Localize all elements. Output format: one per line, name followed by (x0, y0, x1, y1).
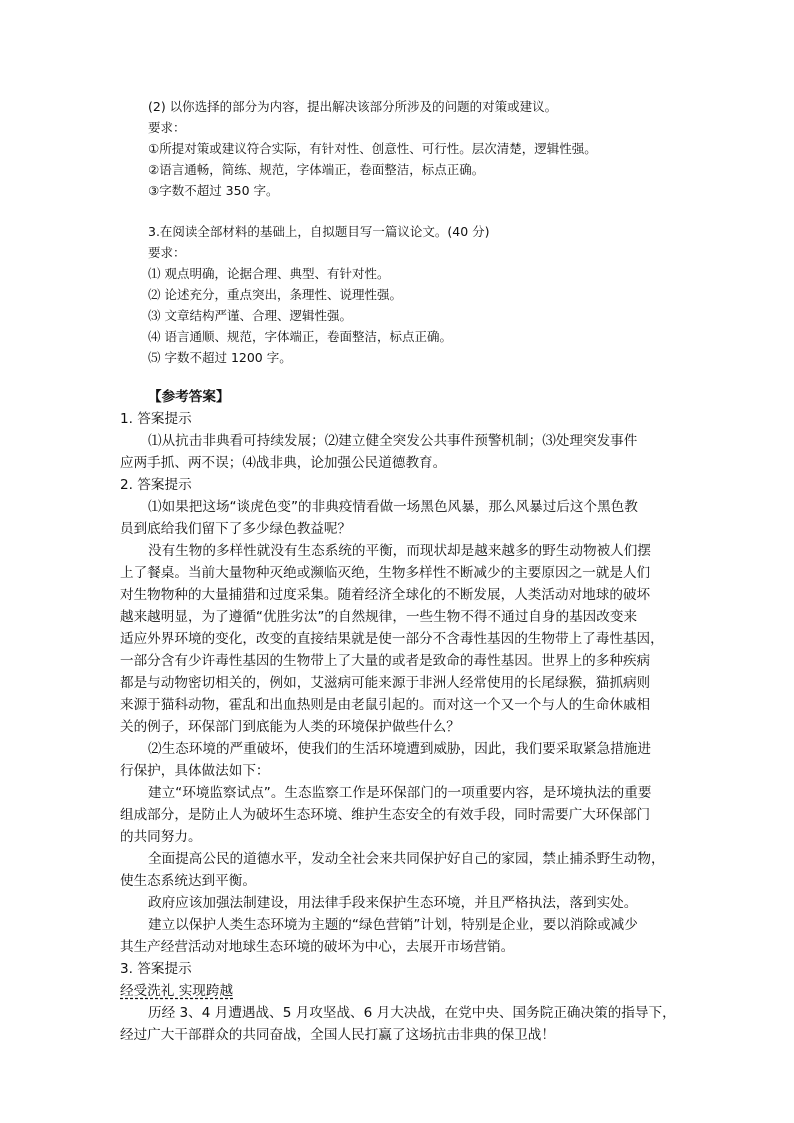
answer-3-line: 历经 3、4 月遭遇战、5 月攻坚战、6 月大决战，在党中央、国务院正确决策的指导下， (148, 1005, 676, 1021)
answer-3-subtitle: 经受洗礼 实现跨越 (120, 983, 234, 999)
answer-2-line: 行保护，具体做法如下： (120, 763, 270, 779)
answer-2-line: 建立以保护人类生态环境为主题的“绿色营销”计划，特别是企业，要以消除或减少 (148, 917, 638, 933)
answer-2-line: 都是与动物密切相关的，例如，艾滋病可能来源于非洲人经常使用的长尾绿猴，猫抓病则 (120, 675, 651, 691)
answer-3-title: 3. 答案提示 (120, 961, 192, 977)
q2-req-3: ③字数不超过 350 字。 (148, 183, 279, 198)
q2-requirements-label: 要求： (148, 120, 186, 135)
answer-1-line: 应两手抓、两不误；⑷战非典，论加强公民道德教育。 (120, 455, 447, 471)
q3-req-3: ⑶ 文章结构严谨、合理、逻辑性强。 (148, 308, 352, 323)
answer-2-line: 员到底给我们留下了多少绿色教益呢？ (120, 521, 352, 537)
answer-2-line: 其生产经营活动对地球生态环境的破坏为中心，去展开市场营销。 (120, 939, 515, 955)
answer-2-line: ⑴如果把这场“谈虎色变”的非典疫情看做一场黑色风暴，那么风暴过后这个黑色教 (148, 499, 638, 515)
answer-2-line: 没有生物的多样性就没有生态系统的平衡，而现状却是越来越多的野生动物被人们摆 (148, 543, 651, 559)
answer-2-line: 全面提高公民的道德水平，发动全社会来共同保护好自己的家园，禁止捕杀野生动物， (148, 851, 665, 867)
answer-2-line: 政府应该加强法制建设，用法律手段来保护生态环境，并且严格执法，落到实处。 (148, 895, 638, 911)
q3-req-5: ⑸ 字数不超过 1200 字。 (148, 350, 292, 365)
q3-req-2: ⑵ 论述充分，重点突出，条理性、说理性强。 (148, 287, 402, 302)
answer-2-line: 关的例子，环保部门到底能为人类的环境保护做些什么？ (120, 719, 460, 735)
answer-2-line: 对生物物种的大量捕猎和过度采集。随着经济全球化的不断发展，人类活动对地球的破坏 (120, 587, 651, 603)
answer-2-line: ⑵生态环境的严重破坏，使我们的生活环境遭到威胁，因此，我们要采取紧急措施进 (148, 741, 651, 757)
answer-2-line: 上了餐桌。当前大量物种灭绝或濒临灭绝，生物多样性不断减少的主要原因之一就是人们 (120, 565, 651, 581)
answer-3-line: 经过广大干部群众的共同奋战，全国人民打赢了这场抗击非典的保卫战！ (120, 1027, 555, 1043)
answer-2-line: 建立“环境监察试点”。生态监察工作是环保部门的一项重要内容，是环境执法的重要 (148, 785, 652, 801)
q2-req-1: ①所提对策或建议符合实际，有针对性、创意性、可行性。层次清楚，逻辑性强。 (148, 141, 597, 156)
q3-req-1: ⑴ 观点明确，论据合理、典型、有针对性。 (148, 266, 390, 281)
answer-2-line: 适应外界环境的变化，改变的直接结果就是使一部分不含毒性基因的生物带上了毒性基因， (120, 631, 664, 647)
answer-2-line: 来源于猫科动物，霍乱和出血热则是由老鼠引起的。而对这一个又一个与人的生命休戚相 (120, 697, 651, 713)
answer-2-line: 使生态系统达到平衡。 (120, 873, 256, 889)
q2-req-2: ②语言通畅，简练、规范，字体端正，卷面整洁，标点正确。 (148, 162, 485, 177)
answer-1-line: ⑴从抗击非典看可持续发展；⑵建立健全突发公共事件预警机制；⑶处理突发事件 (148, 433, 638, 449)
q3-req-4: ⑷ 语言通顺、规范，字体端正，卷面整洁，标点正确。 (148, 329, 452, 344)
answer-2-line: 的共同努力。 (120, 829, 202, 845)
answer-1-title: 1. 答案提示 (120, 411, 192, 427)
answer-2-line: 一部分含有少许毒性基因的生物带上了大量的或者是致命的毒性基因。世界上的多种疾病 (120, 653, 651, 669)
q3-requirements-label: 要求： (148, 245, 186, 260)
answer-2-line: 组成部分，是防止人为破坏生态环境、维护生态安全的有效手段，同时需要广大环保部门 (120, 807, 651, 823)
q2-prompt: (2) 以你选择的部分为内容，提出解决该部分所涉及的问题的对策或建议。 (148, 99, 558, 114)
q3-prompt: 3.在阅读全部材料的基础上，自拟题目写一篇议论文。(40 分) (148, 224, 490, 239)
answer-2-title: 2. 答案提示 (120, 477, 192, 493)
answers-heading: 【参考答案】 (148, 389, 230, 405)
answer-2-line: 越来越明显，为了遵循“优胜劣汰”的自然规律，一些生物不得不通过自身的基因改变来 (120, 609, 638, 625)
